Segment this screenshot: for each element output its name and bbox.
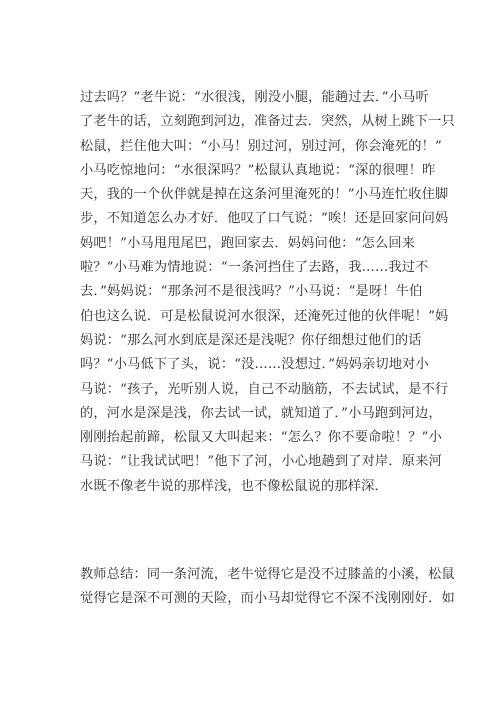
story-line: 妈吧！”小马甩甩尾巴，跑回家去．妈妈问他：“怎么回来 <box>80 235 416 251</box>
story-line: 吗？”小马低下了头，说：“没……没想过．”妈妈亲切地对小 <box>80 357 429 373</box>
story-line: 啦？”小马难为情地说：“一条河挡住了去路，我……我过不 <box>80 260 429 276</box>
story-line: 小马吃惊地问：“水很深吗？”松鼠认真地说：“深的很哩！昨 <box>80 162 436 178</box>
story-line: 水既不像老牛说的那样浅，也不像松鼠说的那样深． <box>80 478 388 494</box>
story-line: 过去吗？”老牛说：“水很浅，刚没小腿，能趟过去．”小马听 <box>80 90 429 105</box>
story-line: 伯也这么说．可是松鼠说河水很深，还淹死过他的伙伴呢！”妈 <box>80 308 449 324</box>
story-line: 马说：“孩子，光听别人说，自己不动脑筋，不去试试，是不行 <box>80 381 449 397</box>
story-line: 妈说：“那么河水到底是深还是浅呢？你仔细想过他们的话 <box>80 332 422 348</box>
summary-line: 觉得它是深不可测的天险，而小马却觉得它不深不浅刚刚好．如 <box>80 591 455 607</box>
story-line: 的，河水是深是浅，你去试一试，就知道了．”小马跑到河边， <box>80 405 442 421</box>
story-line: 步，不知道怎么办才好．他叹了口气说：“唉！还是回家问问妈 <box>80 211 449 227</box>
story-line: 了老牛的话，立刻跑到河边，准备过去．突然，从树上跳下一只 <box>80 114 455 130</box>
teacher-summary-paragraph <box>80 563 455 612</box>
summary-line: 教师总结：同一条河流，老牛觉得它是没不过膝盖的小溪，松鼠 <box>80 567 455 582</box>
story-line: 刚刚抬起前蹄，松鼠又大叫起来：“怎么？你不要命啦！？”小 <box>80 430 442 446</box>
story-line: 去．”妈妈说：“那条河不是很浅吗？”小马说：“是呀！牛伯 <box>80 284 423 300</box>
story-line: 松鼠，拦住他大叫：“小马！别过河，别过河，你会淹死的！” <box>80 138 442 154</box>
story-paragraph <box>80 86 455 499</box>
story-line: 马说：“让我试试吧！”他下了河，小心地趟到了对岸．原来河 <box>80 454 442 470</box>
story-line: 天，我的一个伙伴就是掉在这条河里淹死的！”小马连忙收住脚 <box>80 187 449 203</box>
